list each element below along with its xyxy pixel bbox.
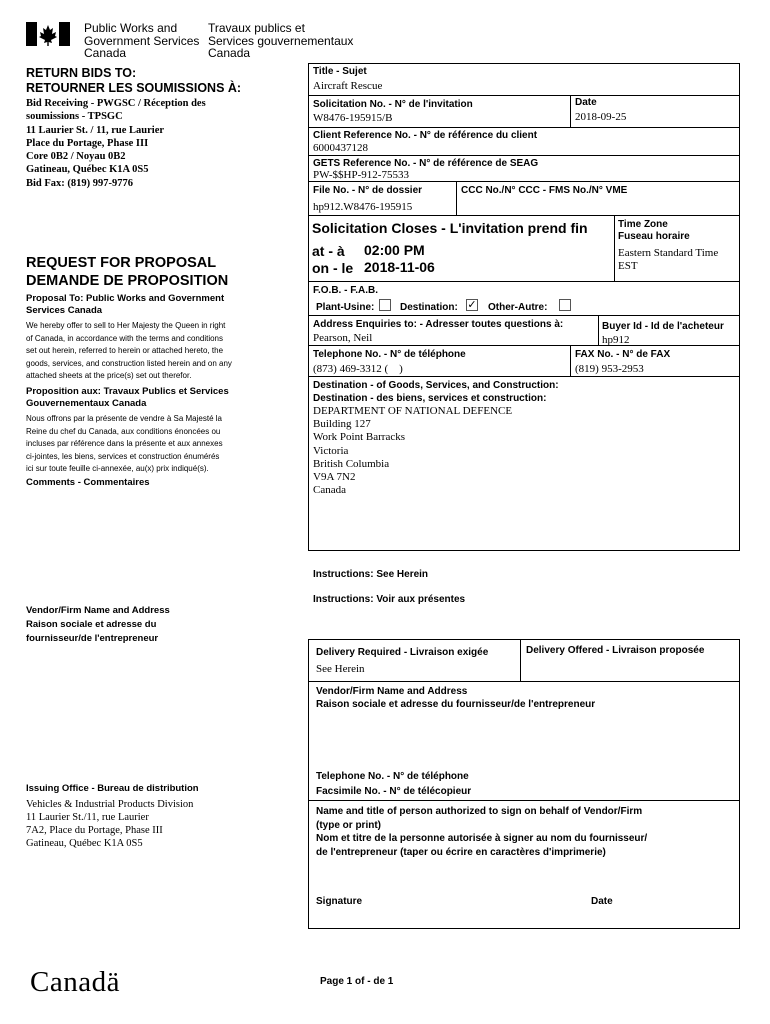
solicitation-closes-title: Solicitation Closes - L'invitation prend fin — [312, 220, 588, 236]
proposal-to-body — [26, 320, 286, 383]
plant-label: Plant-Usine: — [316, 302, 375, 313]
signature-date-label: Date — [591, 896, 613, 907]
authorized-person-label — [316, 805, 647, 859]
client-reference-value[interactable]: 6000437128 — [313, 142, 368, 154]
body-line: ci-jointes, les biens, services et construction énumérés — [26, 451, 220, 461]
delivery-offered-field[interactable] — [522, 658, 737, 678]
issuing-line: Vehicles & Industrial Products Division — [26, 799, 194, 810]
vendor-telephone-label: Telephone No. - N° de téléphone — [316, 771, 469, 782]
dest-label-line: Destination - des biens, services et construction: — [313, 392, 547, 404]
address-line: Gatineau, Québec K1A 0S5 — [26, 164, 149, 176]
canada-wordmark: Canadä — [30, 966, 120, 998]
vendor-left-line: Raison sociale et adresse du — [26, 619, 157, 630]
dept-en-line: Canada — [84, 46, 127, 60]
body-line: attached sheets at the price(s) set out therefor. — [26, 371, 192, 380]
signature-label: Signature — [316, 896, 363, 907]
vendor-facsimile-label: Facsimile No. - N° de télécopieur — [316, 786, 472, 797]
page-number: Page 1 of - de 1 — [320, 976, 394, 987]
return-bids-address — [26, 97, 206, 190]
dest-line: Work Point Barracks — [313, 431, 405, 444]
dest-line: British Columbia — [313, 457, 390, 470]
issuing-office-address — [26, 798, 193, 850]
vendor-label-line: Vendor/Firm Name and Address — [316, 686, 468, 697]
tz-label-line: Time Zone — [618, 219, 668, 230]
fob-label: F.O.B. - F.A.B. — [313, 285, 378, 296]
address-enquiries-label: Address Enquiries to: - Adresser toutes questions à: — [313, 319, 564, 330]
vendor-firm-label-left — [26, 604, 170, 646]
address-line: Bid Receiving - PWGSC / Réception des — [26, 98, 206, 109]
vendor-firm-field[interactable] — [312, 712, 736, 767]
proposition-aux: Proposition aux: Travaux Publics et Services Gouvernementaux Canada — [26, 386, 229, 409]
return-bids-title-fr: RETOURNER LES SOUMISSIONS À: — [26, 80, 242, 95]
rfp-title-fr: DEMANDE DE PROPOSITION — [26, 273, 229, 289]
return-bids-title — [26, 66, 241, 95]
client-reference-label: Client Reference No. - N° de référence du client — [313, 130, 538, 141]
dept-fr-line: Services gouvernementaux — [208, 33, 354, 48]
gets-reference-value[interactable]: PW-$$HP-912-75533 — [313, 169, 409, 181]
auth-line: Name and title of person authorized to sign on behalf of Vendor/Firm — [316, 806, 643, 817]
auth-line: de l'entrepreneur (taper ou écrire en caractères d'imprimerie) — [316, 846, 606, 858]
issuing-line: Gatineau, Québec K1A 0S5 — [26, 838, 143, 849]
fax-label: FAX No. - N° de FAX — [575, 349, 671, 360]
comments-label: Comments - Commentaires — [26, 477, 150, 488]
destination-checkbox[interactable]: ✓ — [467, 299, 477, 311]
instructions-en: Instructions: See Herein — [313, 569, 429, 580]
time-zone-value[interactable] — [618, 247, 718, 273]
address-line: Bid Fax: (819) 997-9776 — [26, 177, 134, 189]
delivery-offered-label: Delivery Offered - Livraison proposée — [526, 645, 705, 656]
closing-date-value[interactable]: 2018-11-06 — [364, 259, 435, 275]
department-name-fr — [208, 22, 353, 60]
rfp-title-en: REQUEST FOR PROPOSAL — [26, 255, 217, 271]
vendor-left-line: fournisseur/de l'entrepreneur — [26, 633, 159, 644]
signature-field[interactable] — [312, 908, 582, 926]
address-line: soumissions - TPSGC — [26, 111, 123, 123]
dept-fr-line: Travaux publics et — [208, 21, 305, 35]
time-zone-label — [618, 219, 690, 243]
telephone-label: Telephone No. - N° de téléphone — [313, 349, 466, 360]
destination-address[interactable] — [313, 405, 512, 497]
delivery-required-value[interactable]: See Herein — [316, 663, 365, 675]
closing-time-value[interactable]: 02:00 PM — [364, 242, 425, 258]
closing-at-label: at - à — [312, 243, 345, 259]
dept-en-line: Government Services — [84, 33, 200, 48]
issuing-line: 7A2, Place du Portage, Phase III — [26, 825, 163, 836]
solicitation-number-label: Solicitation No. - N° de l'invitation — [313, 99, 473, 110]
body-line: goods, services, and construction listed herein and on any — [26, 358, 232, 368]
vendor-left-line: Vendor/Firm Name and Address — [26, 605, 170, 616]
address-line: Place du Portage, Phase III — [26, 137, 149, 149]
file-number-label: File No. - N° de dossier — [313, 185, 423, 196]
file-number-value[interactable]: hp912.W8476-195915 — [313, 201, 413, 213]
auth-line: Nom et titre de la personne autorisée à signer au nom du fournisseur/ — [316, 833, 648, 844]
dest-line: DEPARTMENT OF NATIONAL DEFENCE — [313, 405, 513, 417]
gets-reference-label: GETS Reference No. - N° de référence de SEAG — [313, 158, 539, 169]
rfp-title — [26, 254, 228, 290]
proposal-to: Proposal To: Public Works and Government Services Canada — [26, 293, 225, 316]
tz-value-line: Eastern Standard Time — [618, 247, 719, 259]
body-line: We hereby offer to sell to Her Majesty the Queen in right — [26, 321, 226, 330]
buyer-id-value[interactable]: hp912 — [602, 334, 630, 346]
canada-flag-icon — [26, 22, 70, 46]
body-line: ici sur toute feuille ci-annexée, au(x) prix indiqué(s). — [26, 464, 209, 473]
dept-fr-line: Canada — [208, 46, 251, 60]
title-value[interactable]: Aircraft Rescue — [313, 80, 383, 92]
date-label: Date — [575, 97, 597, 108]
body-line: Reine du chef du Canada, aux conditions énoncées ou — [26, 426, 221, 436]
address-line: Core 0B2 / Noyau 0B2 — [26, 151, 126, 163]
signature-date-field[interactable] — [588, 908, 736, 926]
tz-label-line: Fuseau horaire — [618, 231, 690, 242]
issuing-line: 11 Laurier St./11, rue Laurier — [26, 812, 149, 823]
body-line: Nous offrons par la présente de vendre à Sa Majesté la — [26, 414, 222, 423]
dest-line: Canada — [313, 484, 346, 497]
plant-checkbox[interactable] — [379, 299, 391, 311]
address-enquiries-value[interactable]: Pearson, Neil — [313, 332, 373, 344]
fax-value[interactable]: (819) 953-2953 — [575, 363, 644, 375]
buyer-id-label: Buyer Id - Id de l'acheteur — [602, 321, 724, 332]
body-line: of Canada, in accordance with the terms and conditions — [26, 333, 224, 343]
return-bids-title-en: RETURN BIDS TO: — [26, 66, 137, 80]
delivery-required-label: Delivery Required - Livraison exigée — [316, 647, 489, 658]
vendor-firm-label — [316, 685, 595, 711]
telephone-value[interactable]: (873) 469-3312 ( ) — [313, 363, 403, 375]
body-line: incluses par référence dans la présente et aux annexes — [26, 439, 223, 448]
department-name-en — [84, 22, 199, 60]
vendor-label-line: Raison sociale et adresse du fournisseur/de l'entrepreneur — [316, 699, 596, 710]
dest-line: Victoria — [313, 444, 349, 457]
dest-label-line: Destination - of Goods, Services, and Construction: — [313, 380, 559, 391]
other-label: Other-Autre: — [488, 302, 548, 313]
closing-on-label: on - le — [312, 260, 354, 276]
auth-line: (type or print) — [316, 819, 381, 831]
date-value[interactable]: 2018-09-25 — [575, 111, 627, 123]
proposition-aux-body — [26, 413, 286, 476]
dept-en-line: Public Works and — [84, 21, 178, 35]
title-label: Title - Sujet — [313, 66, 367, 77]
solicitation-number-value[interactable]: W8476-195915/B — [313, 112, 393, 124]
instructions-fr: Instructions: Voir aux présentes — [313, 594, 466, 605]
authorized-person-field[interactable] — [312, 862, 736, 892]
dest-line: V9A 7N2 — [313, 471, 356, 484]
address-line: 11 Laurier St. / 11, rue Laurier — [26, 124, 165, 136]
ccc-number-label: CCC No./N° CCC - FMS No./N° VME — [461, 185, 628, 196]
issuing-office-title: Issuing Office - Bureau de distribution — [26, 783, 199, 794]
destination-goods-label — [313, 380, 559, 405]
other-checkbox[interactable] — [559, 299, 571, 311]
body-line: set out herein, referred to herein or attached hereto, the — [26, 346, 224, 355]
destination-label: Destination: — [400, 302, 458, 313]
dest-line: Building 127 — [313, 418, 371, 431]
tz-value-line: EST — [618, 260, 638, 272]
